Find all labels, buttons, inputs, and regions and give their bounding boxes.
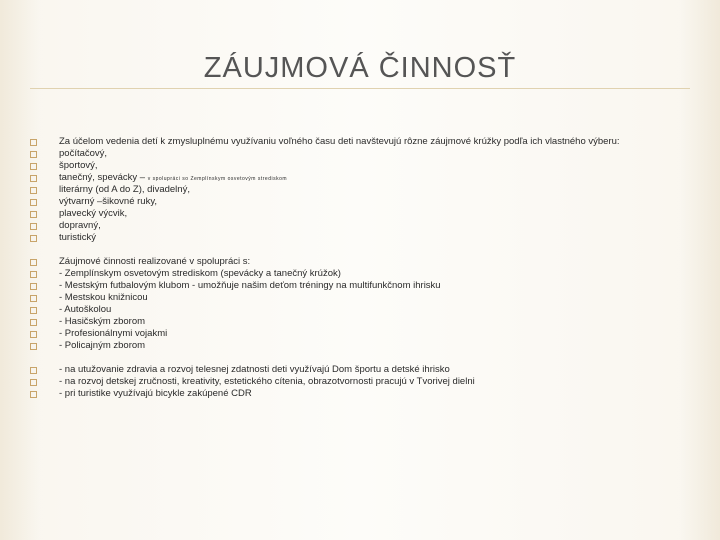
- paragraph-health: [30, 364, 710, 400]
- square-bullet-icon: [30, 391, 37, 398]
- square-bullet-icon: [30, 319, 37, 326]
- list-item: [30, 328, 710, 340]
- paragraph-spacer: [30, 244, 710, 256]
- paragraph-activities: [30, 136, 710, 244]
- square-bullet-icon: [30, 271, 37, 278]
- list-item-text: - Zemplínskym osvetovým strediskom (spevácky a tanečný krúžok): [59, 268, 341, 279]
- paragraph-cooperation: [30, 256, 710, 352]
- list-item: [30, 268, 710, 280]
- square-bullet-icon: [30, 151, 37, 158]
- slide-content: [30, 136, 710, 400]
- list-item-text: - Autoškolou: [59, 304, 112, 315]
- list-item: [30, 232, 710, 244]
- paragraph-spacer: [30, 352, 710, 364]
- list-item: [30, 340, 710, 352]
- small-note: v spolupráci so Zemplínskym osvetovým strediskom: [147, 176, 288, 182]
- square-bullet-icon: [30, 175, 37, 182]
- square-bullet-icon: [30, 331, 37, 338]
- list-item-text: dopravný,: [59, 220, 101, 231]
- list-item: [30, 148, 710, 160]
- list-item-text: - Policajným zborom: [59, 340, 146, 351]
- square-bullet-icon: [30, 343, 37, 350]
- square-bullet-icon: [30, 259, 37, 266]
- list-item: [30, 388, 710, 400]
- list-item-text: turistický: [59, 232, 96, 243]
- list-item-text: literárny (od A do Z), divadelný,: [59, 184, 190, 195]
- list-item: [30, 256, 710, 268]
- list-item-text: - Hasičským zborom: [59, 316, 146, 327]
- list-item-text: športový,: [59, 160, 98, 171]
- slide-title: ZÁUJMOVÁ ČINNOSŤ: [203, 52, 517, 84]
- square-bullet-icon: [30, 307, 37, 314]
- title-underline: [30, 88, 690, 89]
- list-item: [30, 316, 710, 328]
- list-item: [30, 376, 710, 388]
- list-item-text: plavecký výcvik,: [59, 208, 128, 219]
- list-item: [30, 196, 710, 208]
- square-bullet-icon: [30, 295, 37, 302]
- list-item: [30, 184, 710, 196]
- list-item-text: Za účelom vedenia detí k zmysluplnému využívaniu voľného času deti navštevujú rôzne záujmové krúžky podľa ich vlastného výberu:: [59, 136, 620, 147]
- list-item: [30, 172, 710, 184]
- list-item: [30, 304, 710, 316]
- list-item: [30, 280, 710, 292]
- square-bullet-icon: [30, 163, 37, 170]
- square-bullet-icon: [30, 139, 37, 146]
- square-bullet-icon: [30, 199, 37, 206]
- square-bullet-icon: [30, 211, 37, 218]
- square-bullet-icon: [30, 187, 37, 194]
- list-item-text: - Mestským futbalovým klubom - umožňuje našim deťom tréningy na multifunkčnom ihrisku: [59, 280, 441, 291]
- list-item-text: počítačový,: [59, 148, 108, 159]
- list-item-text: Záujmové činnosti realizované v spolupráci s:: [59, 256, 251, 267]
- square-bullet-icon: [30, 379, 37, 386]
- list-item: [30, 292, 710, 304]
- square-bullet-icon: [30, 235, 37, 242]
- list-item-text: - pri turistike využívajú bicykle zakúpené CDR: [59, 388, 252, 399]
- square-bullet-icon: [30, 283, 37, 290]
- list-item-text: výtvarný –šikovné ruky,: [59, 196, 158, 207]
- list-item: [30, 220, 710, 232]
- list-item: [30, 160, 710, 172]
- square-bullet-icon: [30, 367, 37, 374]
- list-item: [30, 208, 710, 220]
- square-bullet-icon: [30, 223, 37, 230]
- list-item-text: - na rozvoj detskej zručnosti, kreativity, estetického cítenia, obrazotvornosti pracujú v Tvorivej dielni: [59, 376, 475, 387]
- list-item-main-text: tanečný, spevácky –: [59, 172, 148, 183]
- list-item-text: - Mestskou knižnicou: [59, 292, 148, 303]
- list-item: [30, 136, 710, 148]
- list-item: [30, 364, 710, 376]
- list-item-text: - Profesionálnymi vojakmi: [59, 328, 168, 339]
- list-item-text: - na utužovanie zdravia a rozvoj telesnej zdatnosti deti využívajú Dom športu a detské ihrisko: [59, 364, 450, 375]
